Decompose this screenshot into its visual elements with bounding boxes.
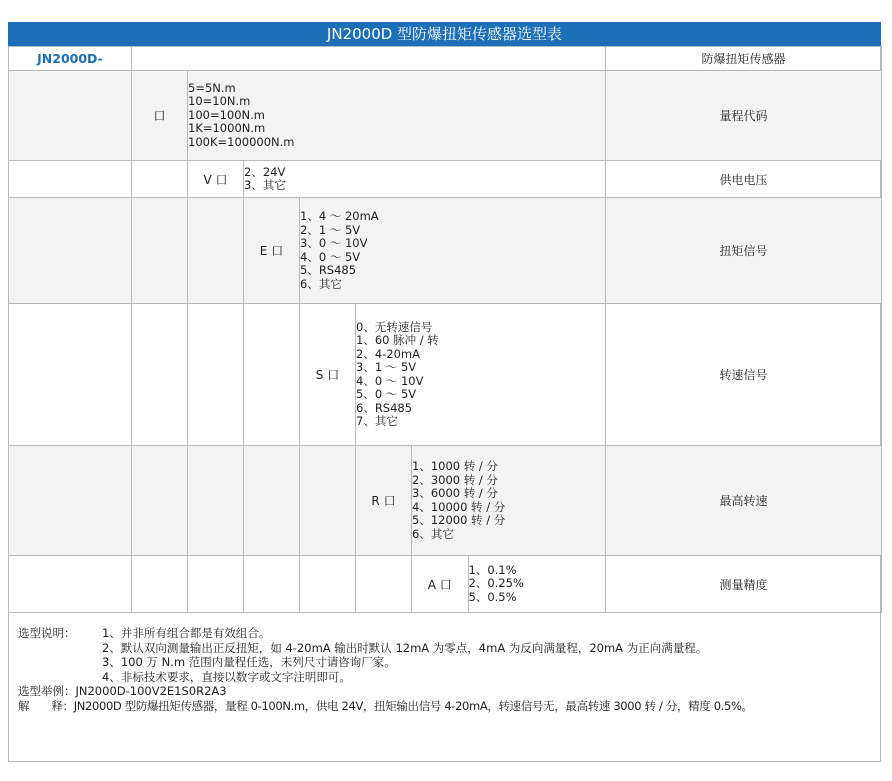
selection-notes (18, 626, 880, 713)
selection-table (8, 46, 882, 613)
selection-explain: 解 释：JN2000D 型防爆扭矩传感器，量程 0-100N.m，供电 24V，扭矩输出信号 4-20mA，转速信号无，最高转速 3000 转 / 分，精度 0.5%。 (18, 698, 753, 713)
row-range (9, 71, 882, 161)
label-max-speed: 最高转速 (606, 446, 882, 556)
row-max-speed (9, 446, 882, 556)
code-accuracy: A 口 (412, 556, 468, 612)
options-torque-signal: 1、4 ～ 20mA 2、1 ～ 5V 3、0 ～ 10V 4、0 ～ 5V 5、RS485 6、其它 (300, 198, 606, 304)
options-range: 5=5N.m 10=10N.m 100=100N.m 1K=1000N.m 100K=100000N.m (188, 71, 606, 161)
selection-example: 选型举例：JN2000D-100V2E1S0R2A3 (18, 684, 227, 698)
code-torque-signal: E 口 (244, 198, 300, 304)
code-voltage: V 口 (188, 161, 244, 198)
accuracy-cell (412, 556, 606, 613)
row-voltage (9, 161, 882, 198)
label-voltage: 供电电压 (606, 161, 882, 198)
product-name: 防爆扭矩传感器 (606, 47, 882, 71)
row-torque-signal (9, 198, 882, 304)
options-accuracy: 1、0.1% 2、0.25% 5、0.5% (468, 562, 524, 604)
code-range: 口 (132, 71, 188, 161)
row-speed-signal (9, 304, 882, 446)
row-accuracy (9, 556, 882, 613)
label-range: 量程代码 (606, 71, 882, 161)
note-4: 4、非标技术要求，直接以数字或文字注明即可。 (102, 669, 351, 684)
code-max-speed: R 口 (356, 446, 412, 556)
label-accuracy: 测量精度 (606, 556, 882, 613)
label-speed-signal: 转速信号 (606, 304, 882, 446)
code-speed-signal: S 口 (300, 304, 356, 446)
header-row (9, 47, 882, 71)
note-3: 3、100 万 N.m 范围内量程任选，未列尺寸请咨询厂家。 (102, 655, 396, 669)
label-torque-signal: 扭矩信号 (606, 198, 882, 304)
sheet-title: JN2000D 型防爆扭矩传感器选型表 (8, 22, 881, 46)
options-max-speed: 1、1000 转 / 分 2、3000 转 / 分 3、6000 转 / 分 4、10000 转 / 分 5、12000 转 / 分 6、其它 (412, 446, 606, 556)
options-speed-signal: 0、无转速信号 1、60 脉冲 / 转 2、4-20mA 3、1 ～ 5V 4、0 ～ 10V 5、0 ～ 5V 6、RS485 7、其它 (356, 304, 606, 446)
header-blank (132, 47, 606, 71)
options-voltage: 2、24V 3、其它 (244, 161, 606, 198)
note-1: 选型说明： 1、并非所有组合都是有效组合。 (18, 626, 271, 640)
model-prefix: JN2000D- (9, 47, 132, 71)
note-2: 2、默认双向测量输出正反扭矩，如 4-20mA 输出时默认 12mA 为零点，4mA 为反向满量程，20mA 为正向满量程。 (102, 640, 708, 655)
